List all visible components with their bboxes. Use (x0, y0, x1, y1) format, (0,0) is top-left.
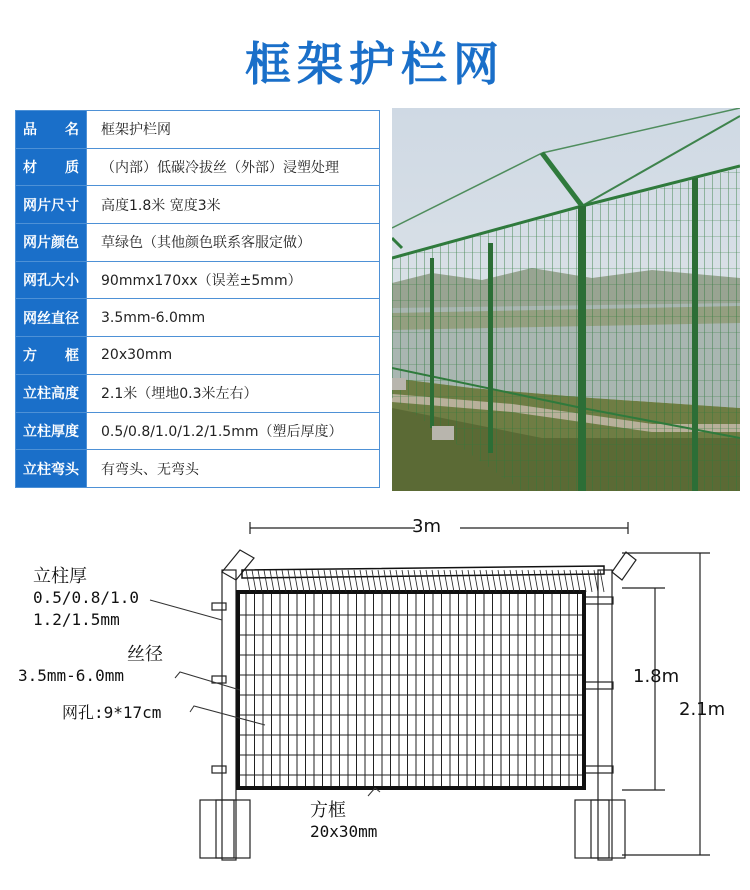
spec-table (15, 110, 380, 488)
height-label: 1.8m (633, 666, 680, 687)
spec-row (16, 224, 380, 262)
spec-value: 20x30mm (87, 337, 380, 375)
width-label: 3m (412, 516, 441, 537)
spec-value: 有弯头、无弯头 (87, 450, 380, 488)
spec-value: 框架护栏网 (87, 111, 380, 149)
post-thickness-line2: 1.2/1.5mm (33, 610, 120, 629)
mesh-label: 网孔:9*17cm (62, 703, 162, 722)
wire-value: 3.5mm-6.0mm (18, 666, 124, 685)
wire-title: 丝径 (127, 644, 163, 665)
spec-row (16, 412, 380, 450)
spec-value: 高度1.8米 宽度3米 (87, 186, 380, 224)
post-height-label: 2.1m (679, 699, 726, 720)
spec-row (16, 450, 380, 488)
spec-key: 方 框 (16, 337, 87, 375)
spec-value: 草绿色（其他颜色联系客服定做） (87, 224, 380, 262)
spec-key: 立柱高度 (16, 374, 87, 412)
spec-row (16, 186, 380, 224)
spec-value: 90mmx170xx（误差±5mm） (87, 261, 380, 299)
spec-row (16, 299, 380, 337)
spec-key: 网片颜色 (16, 224, 87, 262)
spec-key: 网片尺寸 (16, 186, 87, 224)
frame-value: 20x30mm (310, 822, 378, 841)
spec-key: 立柱厚度 (16, 412, 87, 450)
page-title: 框架护栏网 (245, 37, 505, 91)
spec-row (16, 111, 380, 149)
post-thickness-line1: 0.5/0.8/1.0 (33, 588, 139, 607)
fence-photo (392, 108, 740, 491)
spec-value: （内部）低碳冷拔丝（外部）浸塑处理 (87, 148, 380, 186)
post-thickness-title: 立柱厚 (33, 566, 87, 587)
spec-value: 3.5mm-6.0mm (87, 299, 380, 337)
spec-row (16, 374, 380, 412)
spec-key: 品 名 (16, 111, 87, 149)
spec-key: 材 质 (16, 148, 87, 186)
spec-row (16, 337, 380, 375)
spec-key: 网丝直径 (16, 299, 87, 337)
spec-value: 2.1米（埋地0.3米左右） (87, 374, 380, 412)
fence-photo-image (392, 108, 740, 491)
fence-diagram (0, 500, 750, 890)
frame-title: 方框 (310, 800, 346, 821)
spec-row (16, 148, 380, 186)
spec-value: 0.5/0.8/1.0/1.2/1.5mm（塑后厚度） (87, 412, 380, 450)
spec-key: 立柱弯头 (16, 450, 87, 488)
spec-row (16, 261, 380, 299)
spec-key: 网孔大小 (16, 261, 87, 299)
